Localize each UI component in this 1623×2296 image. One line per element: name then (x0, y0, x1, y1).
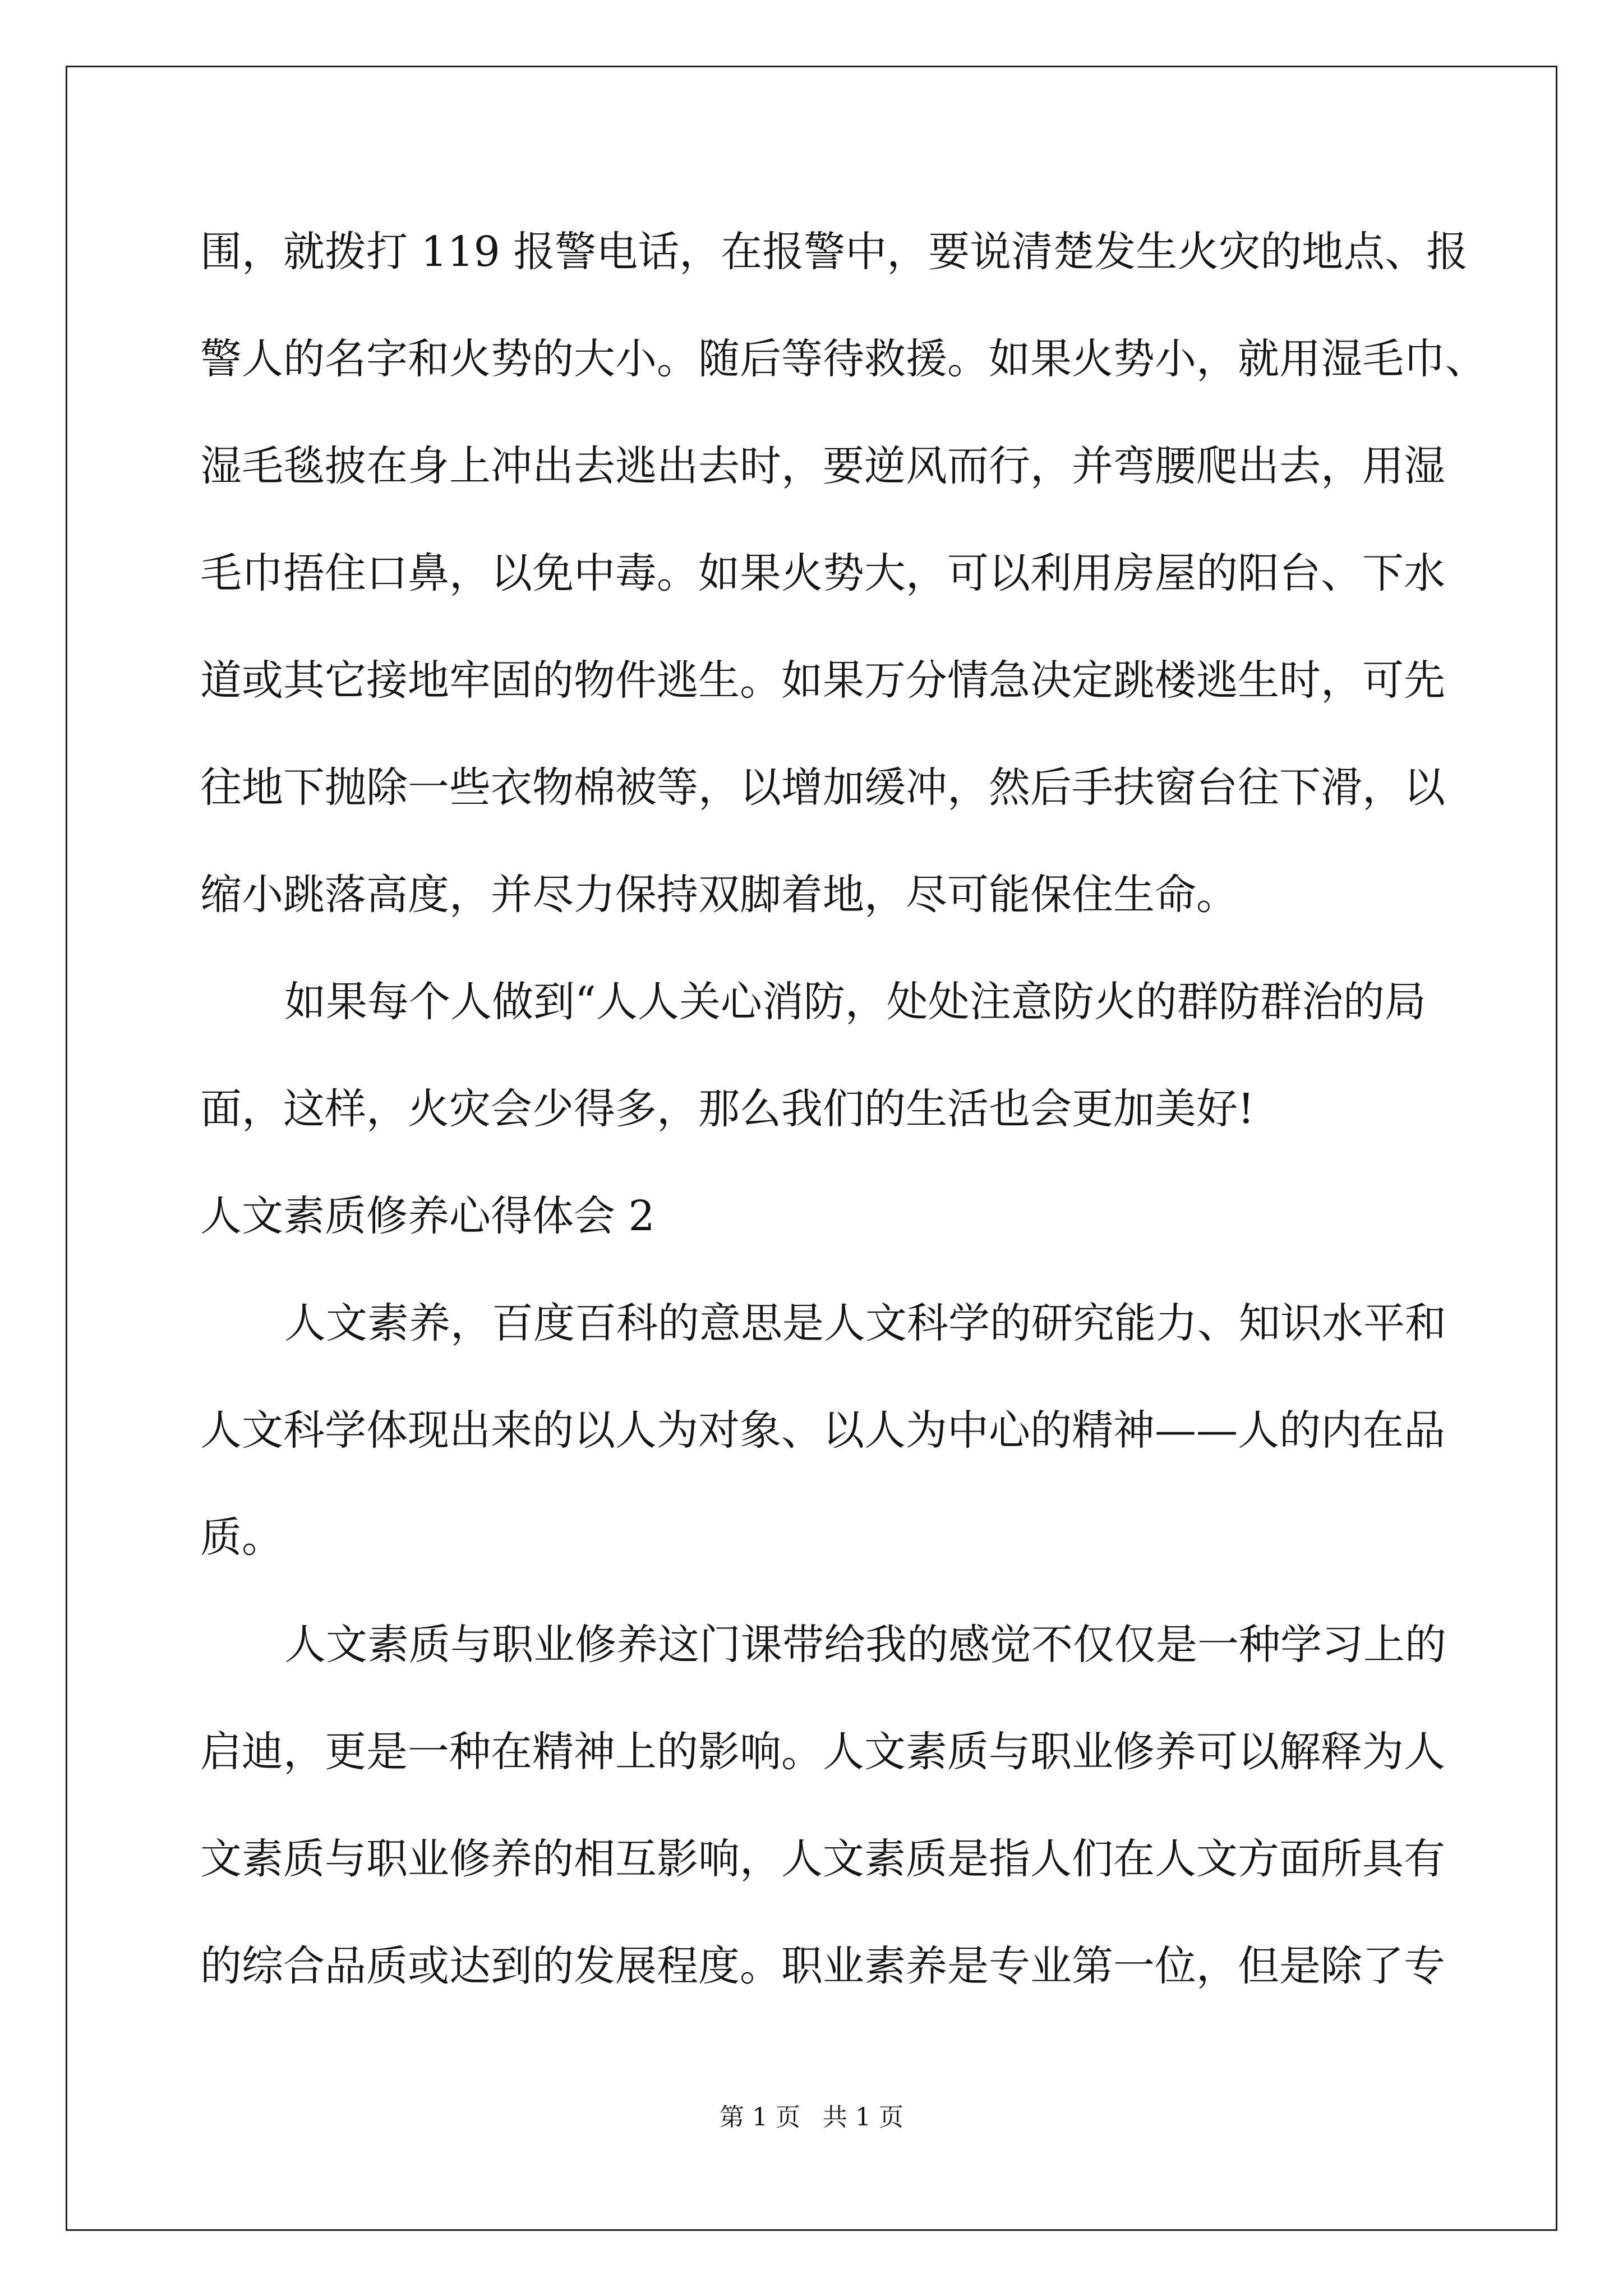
paragraph-start-line: 人文素质与职业修养这门课带给我的感觉不仅仅是一种学习上的 (284, 1621, 1446, 1669)
text-line: 围，就拨打 119 报警电话，在报警中，要说清楚发生火灾的地点、报 (200, 228, 1468, 276)
text-line: 湿毛毯披在身上冲出去逃出去时，要逆风而行，并弯腰爬出去，用湿 (200, 442, 1445, 490)
text-line: 毛巾捂住口鼻，以免中毒。如果火势大，可以利用房屋的阳台、下水 (200, 549, 1445, 597)
text-line: 往地下抛除一些衣物棉被等，以增加缓冲，然后手扶窗台往下滑，以 (200, 763, 1445, 812)
text-line: 人文科学体现出来的以人为对象、以人为中心的精神——人的内在品 (200, 1406, 1445, 1455)
page-number: 第 1 页 (720, 2103, 800, 2132)
text-line: 文素质与职业修养的相互影响，人文素质是指人们在人文方面所具有 (200, 1835, 1445, 1883)
text-line: 道或其它接地牢固的物件逃生。如果万分情急决定跳楼逃生时，可先 (200, 656, 1445, 705)
paragraph-start-line: 如果每个人做到“人人关心消防，处处注意防火的群防群治的局 (284, 978, 1426, 1026)
paragraph-start-line: 人文素养，百度百科的意思是人文科学的研究能力、知识水平和 (284, 1299, 1446, 1347)
section-heading: 人文素质修养心得体会 2 (200, 1192, 655, 1240)
page-footer (0, 2101, 1623, 2134)
text-line: 的综合品质或达到的发展程度。职业素养是专业第一位，但是除了专 (200, 1942, 1445, 1990)
text-line: 缩小跳落高度，并尽力保持双脚着地，尽可能保住生命。 (200, 871, 1238, 919)
page-total: 共 1 页 (823, 2103, 903, 2132)
text-line: 质。 (200, 1513, 283, 1562)
text-line: 面，这样，火灾会少得多，那么我们的生活也会更加美好! (200, 1085, 1255, 1133)
text-line: 警人的名字和火势的大小。随后等待救援。如果火势小，就用湿毛巾、 (200, 335, 1487, 383)
text-line: 启迪，更是一种在精神上的影响。人文素质与职业修养可以解释为人 (200, 1728, 1445, 1776)
document-body (200, 222, 1487, 2043)
